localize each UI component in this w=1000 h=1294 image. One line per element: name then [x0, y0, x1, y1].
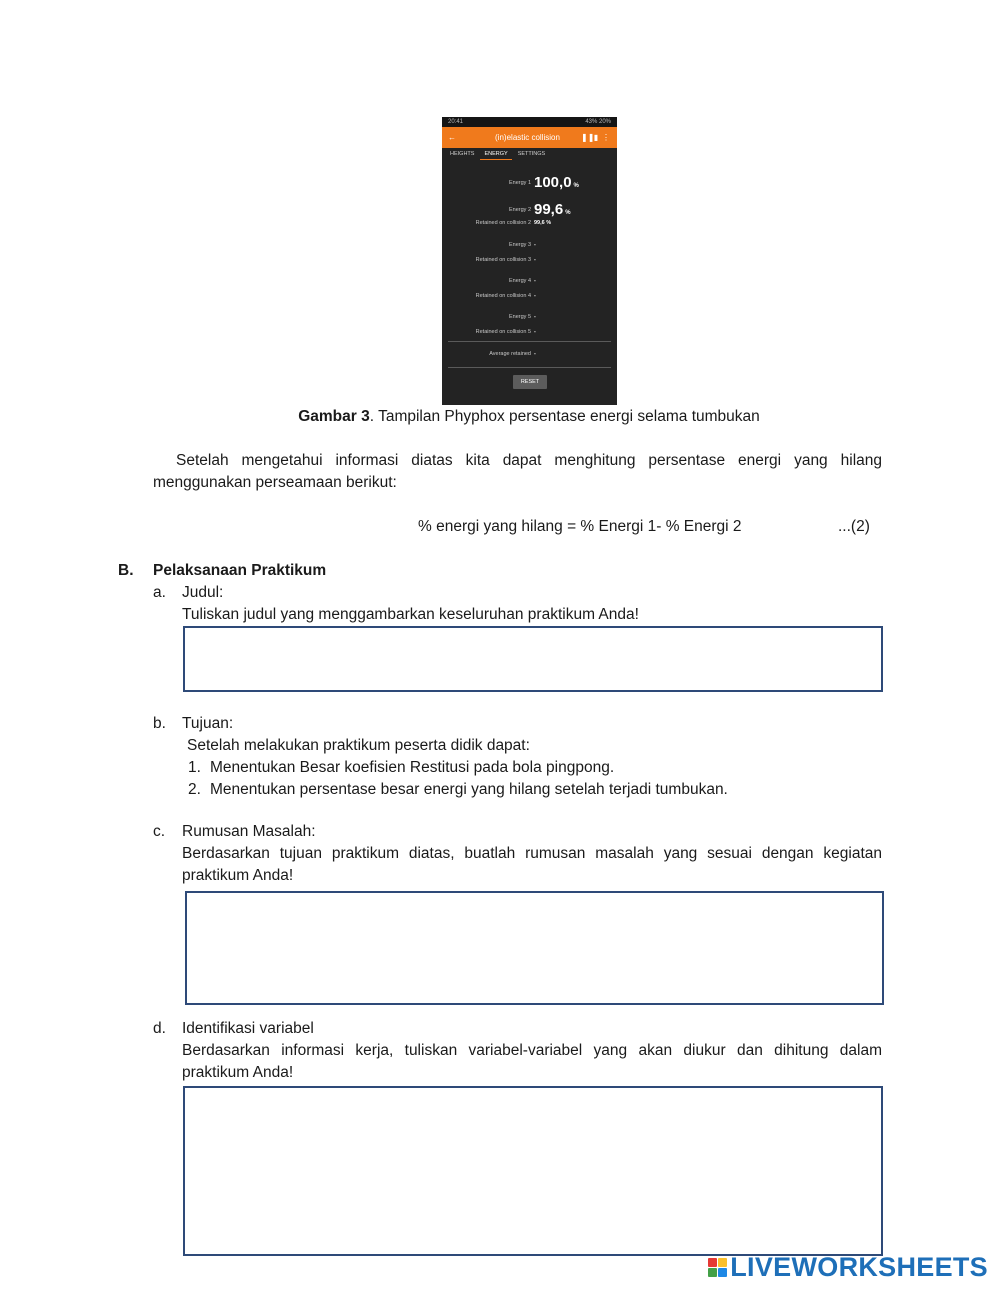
pause-icon: ❚❚: [581, 133, 595, 142]
energy-3-label: Energy 3: [508, 242, 531, 248]
energy-1-label: Energy 1: [508, 180, 531, 186]
status-time: 20:41: [448, 119, 464, 125]
item-a-letter: a.: [153, 584, 166, 601]
retained-4-value: -: [534, 293, 536, 299]
tab-settings: SETTINGS: [517, 151, 546, 157]
energy-5-value: -: [534, 314, 536, 320]
item-d-line-1: Berdasarkan informasi kerja, tuliskan variabel-variabel yang akan diukur dan dihitung dalam: [182, 1042, 882, 1059]
equation: % energi yang hilang = % Energi 1- % Energi 2: [418, 518, 742, 535]
item-a-instruction: Tuliskan judul yang menggambarkan keseluruhan praktikum Anda!: [182, 606, 639, 623]
goal-1-text: Menentukan Besar koefisien Restitusi pada bola pingpong.: [210, 759, 615, 776]
equation-number: ...(2): [838, 518, 870, 535]
energy-1-unit: %: [573, 183, 579, 189]
tab-heights: HEIGHTS: [450, 151, 475, 157]
retained-4-label: Retained on collision 4: [475, 293, 531, 299]
liveworksheets-mark-icon: [708, 1258, 727, 1277]
mark-square: [718, 1258, 727, 1267]
status-battery: 43% 20%: [585, 119, 611, 125]
retained-2-row: [442, 220, 617, 234]
average-retained-row: [442, 351, 617, 365]
app-title: (in)elastic collision: [495, 133, 560, 142]
energy-2-value: [534, 201, 571, 218]
retained-3-value: -: [534, 257, 536, 263]
app-bar: [442, 127, 617, 148]
intro-line-1: Setelah mengetahui informasi diatas kita dapat menghitung persentase energi yang hilang: [176, 452, 882, 469]
retained-5-label: Retained on collision 5: [475, 329, 531, 335]
divider: [448, 367, 611, 368]
goal-2-text: Menentukan persentase besar energi yang hilang setelah terjadi tumbukan.: [210, 781, 728, 798]
energy-5-label: Energy 5: [508, 314, 531, 320]
item-b-letter: b.: [153, 715, 166, 732]
item-c-letter: c.: [153, 823, 166, 840]
divider: [448, 341, 611, 342]
item-d-heading: Identifikasi variabel: [182, 1020, 314, 1037]
reset-button: RESET: [513, 375, 547, 389]
item-c-heading: Rumusan Masalah:: [182, 823, 316, 840]
intro-line-2: menggunakan perseamaan berikut:: [153, 474, 397, 491]
retained-2-label: Retained on collision 2: [475, 220, 531, 226]
section-b-title: Pelaksanaan Praktikum: [153, 562, 327, 579]
caption-text: . Tampilan Phyphox persentase energi selama tumbukan: [369, 408, 760, 425]
item-a-heading: Judul:: [182, 584, 224, 601]
delete-icon: ▮: [593, 133, 599, 142]
energy-1-row: [442, 175, 617, 189]
figure-caption: [0, 406, 1000, 428]
retained-2-value: 99,6 %: [534, 220, 552, 226]
average-retained-label: Average retained: [489, 351, 531, 357]
energy-2-unit: %: [565, 210, 571, 216]
mark-square: [718, 1268, 727, 1277]
energy-3-row: [442, 242, 617, 256]
item-c-line-1: Berdasarkan tujuan praktikum diatas, buatlah rumusan masalah yang sesuai dengan kegiatan: [182, 845, 882, 862]
retained-3-row: [442, 257, 617, 271]
energy-3-value: -: [534, 242, 536, 248]
app-tabs: [442, 148, 617, 160]
section-b-letter: B.: [118, 562, 134, 579]
mark-square: [708, 1258, 717, 1267]
retained-4-row: [442, 293, 617, 307]
rumusan-masalah-answer-box[interactable]: [185, 891, 884, 1005]
mark-square: [708, 1268, 717, 1277]
energy-4-value: -: [534, 278, 536, 284]
item-d-letter: d.: [153, 1020, 166, 1037]
variabel-answer-box[interactable]: [183, 1086, 883, 1256]
phone-status-bar: [442, 117, 617, 127]
item-b-heading: Tujuan:: [182, 715, 234, 732]
back-arrow-icon: ←: [448, 133, 456, 142]
item-d-line-2: praktikum Anda!: [182, 1064, 294, 1081]
energy-2-row: [442, 202, 617, 216]
energy-5-row: [442, 314, 617, 328]
energy-4-row: [442, 278, 617, 292]
goal-1-number: 1.: [188, 759, 201, 776]
liveworksheets-logo: [708, 1252, 988, 1283]
item-b-intro: Setelah melakukan praktikum peserta didik dapat:: [187, 737, 530, 754]
brand-name: LIVEWORKSHEETS: [730, 1252, 988, 1282]
energy-4-label: Energy 4: [508, 278, 531, 284]
item-c-line-2: praktikum Anda!: [182, 867, 294, 884]
energy-2-label: Energy 2: [508, 207, 531, 213]
energy-1-value: [534, 174, 579, 191]
retained-3-label: Retained on collision 3: [475, 257, 531, 263]
goal-2-number: 2.: [188, 781, 201, 798]
average-retained-value: -: [534, 351, 536, 357]
more-menu-icon: ⋮: [602, 133, 610, 142]
energy-1-number: 100,0: [534, 174, 572, 191]
phyphox-screenshot: [442, 117, 617, 405]
retained-5-value: -: [534, 329, 536, 335]
caption-label: Gambar 3: [298, 408, 370, 425]
tab-energy: ENERGY: [480, 148, 511, 160]
judul-answer-box[interactable]: [183, 626, 883, 692]
energy-2-number: 99,6: [534, 201, 564, 218]
